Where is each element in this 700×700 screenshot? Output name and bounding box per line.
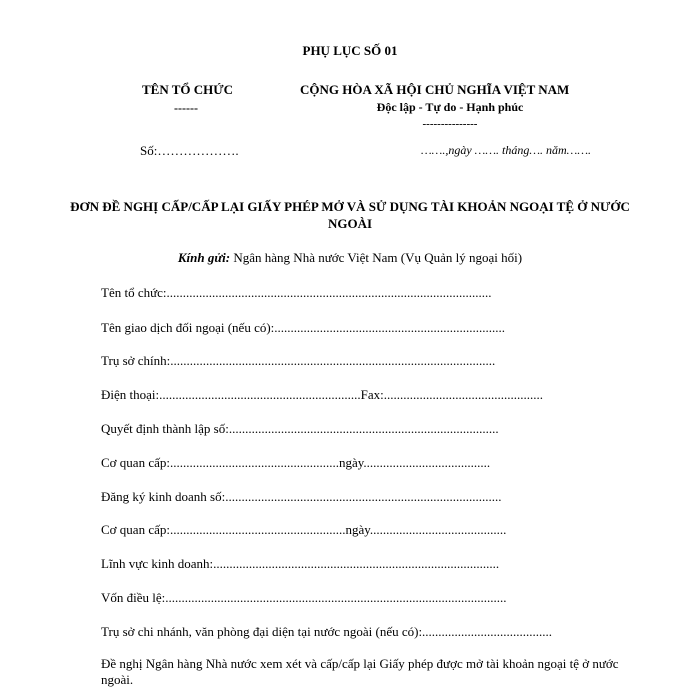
field-overseas-branch: Trụ sở chi nhánh, văn phòng đại diện tại nước ngoài (nếu có):........................................ (101, 624, 553, 639)
motto-divider: --------------- (422, 118, 478, 130)
appendix-title: PHỤ LỤC SỐ 01 (302, 43, 398, 58)
field-org-name: Tên tổ chức:.................................................................................................... (101, 285, 492, 300)
field-business-field: Lĩnh vực kinh doanh:........................................................................................ (101, 556, 500, 571)
field-charter-capital: Vốn điều lệ:......................................................................................................... (101, 590, 507, 605)
republic-heading: CỘNG HÒA XÃ HỘI CHỦ NGHĨA VIỆT NAM (300, 82, 570, 97)
greeting-label: Kính gửi: (177, 250, 231, 265)
field-phone-fax: Điện thoại:..............................................................Fax:................................................. (101, 387, 543, 402)
date-line: …….,ngày ……. tháng…. năm……. (421, 143, 592, 157)
request-paragraph: Đề nghị Ngân hàng Nhà nước xem xét và cấp/cấp lại Giấy phép được mở tài khoản ngoại tệ ở nước ngoài. (101, 656, 619, 687)
field-issuing-authority-2: Cơ quan cấp:......................................................ngày.......................................... (101, 522, 507, 537)
form-title: ĐƠN ĐỀ NGHỊ CẤP/CẤP LẠI GIẤY PHÉP MỞ VÀ SỬ DỤNG TÀI KHOẢN NGOẠI TỆ Ở NƯỚC NGOÀI (70, 199, 630, 231)
org-divider: ------ (174, 101, 198, 115)
field-headquarters: Trụ sở chính:.................................................................................................... (101, 353, 496, 368)
field-establishment-decision: Quyết định thành lập số:................................................................................... (101, 421, 499, 436)
field-trade-name: Tên giao dịch đối ngoại (nếu có):....................................................................... (101, 320, 506, 335)
greeting-line (60, 250, 640, 266)
document-number: Số:………………. (140, 143, 239, 158)
field-issuing-authority-1: Cơ quan cấp:....................................................ngày....................................... (101, 455, 491, 470)
field-business-registration: Đăng ký kinh doanh số:..................................................................................... (101, 489, 502, 504)
national-motto: Độc lập - Tự do - Hạnh phúc (376, 100, 524, 114)
org-name-heading: TÊN TỔ CHỨC (142, 82, 234, 97)
greeting-recipient: Ngân hàng Nhà nước Việt Nam (Vụ Quản lý ngoại hối) (230, 250, 523, 265)
